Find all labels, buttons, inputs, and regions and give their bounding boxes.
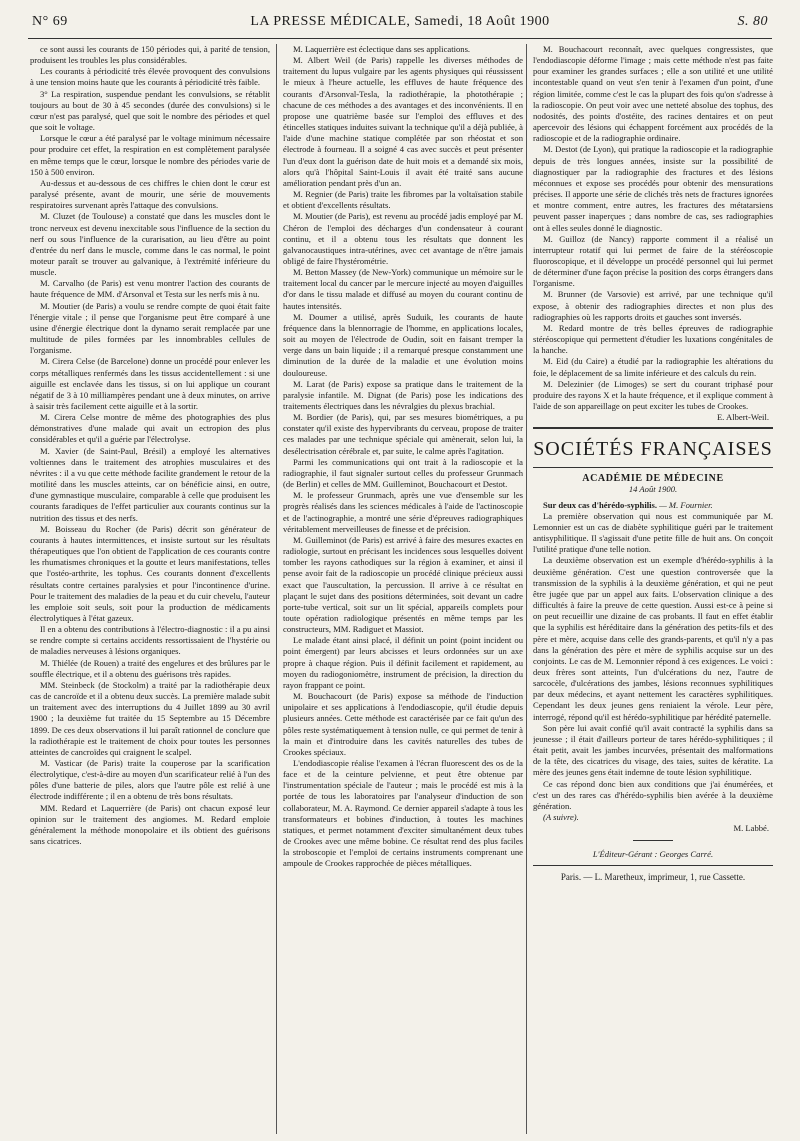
paragraph: M. Destot (de Lyon), qui pratique la radioscopie et la radiographie depuis de très longues années, insiste sur la possibilité de diagnostiquer par la radiographie des fractures et des lésions méconnues et expose ses procédés pour obtenir des mensurations précises. Il apporte une série de clichés très nets de fractures ignorées et montre comment, entre autres, les fractures des métatarsiens peuvent passer inaperçues ; dans nombre de cas, ses radiographies ont à elles seules donné le diagnostic. <box>533 144 773 233</box>
paragraph: M. Guilleminot (de Paris) est arrivé à faire des mesures exactes en radiologie, surtout en précisant les incidences sous lesquelles doivent tomber les rayons cathodiques sur la région à examiner, et ainsi il pense avoir fait de la radioscopie un procédé clinique précieux aussi exact que l'auscultation, la percussion. Il arrive à ce résultat en plaçant le sujet dans des positions déterminées, soit devant un cadre porte-tube vertical, soit sur un lit spécial, appareils complets pour toute opération radiologique présentés en même temps par les constructeurs, MM. Radiguet et Massiot. <box>283 534 523 635</box>
paragraph: M. Albert Weil (de Paris) rappelle les diverses méthodes de traitement du lupus vulgaire par les agents physiques qui réussissent le mieux à l'heure actuelle, les effluves de haute fréquence des courants d'Arsonval-Tesla, la radiothérapie, la photothérapie ; chacune de ces méthodes a des avantages et des inconvénients. Il en propose une quatrième basée sur l'emploi des effluves et des étincelles statiques induites suivant la technique qu'il a déjà publiée, à l'aide d'une machine statique complétée par son rhéostat et son électrode à fourneau. Il a soigné 4 cas avec succès et peut présenter l'un d'eux dont la guérison date de huit mois et a demandé six mois, alors qu'à l'hôpital Saint-Louis il avait été traité sans aucune amélioration pendant près d'un an. <box>283 55 523 188</box>
section-rule <box>533 467 773 468</box>
article-signature: M. Labbé. <box>733 823 769 834</box>
paragraph: La deuxième observation est un exemple d'hérédo-syphilis à la deuxième génération. C'est une question controversée que la transmission de la syphilis à la deuxième génération, et qui ne peut être jugée que par un appel aux faits. L'observation clinique a des difficultés à faire la preuve de cette question. Aussi est-ce à peine si on peut recueillir une dizaine de cas probants. Il faut en effet établir que la syphilis est héréditaire dans la génération des petits-fils et des père et mère, acquise dans celle des grands-parents, et qu'il n'y a pas dans la génération des père et mère de syphilis acquise sur un des conjoints. Le cas de M. Lemonnier répond à ces exigences. Le voici : deux frères sont atteints, l'un d'ulcérations du nez, l'autre de sarcocèle, d'ulcérations des jambes, lésions reconnues syphilitiques par deux médecins, et ayant nettement les caractères syphilitiques. Cependant les deux jeunes gens reniaient la vérole. Leur père, interrogé, répond qu'il est hérédo-syphilitique par hérédité paternelle. <box>533 555 773 722</box>
paragraph: M. Guilloz (de Nancy) rapporte comment il a réalisé un interrupteur rotatif qui lui permet de faire de la stéréoscopie fluoroscopique, et il développe un procédé personnel qui lui permet de déterminer d'une façon précise la position des corps étrangers dans l'organisme. <box>533 233 773 289</box>
column-right-body <box>533 44 773 412</box>
column-divider <box>526 44 527 1134</box>
paragraph: M. Eid (du Caire) a étudié par la radiographie les altérations du foie, le déplacement de sa limite inférieure et des calculs du rein. <box>533 356 773 378</box>
article-title: Sur deux cas d'hérédo-syphilis. <box>543 499 657 510</box>
paragraph: M. Moutier (de Paris), est revenu au procédé jadis employé par M. Chéron de l'emploi des décharges d'un condensateur à courant continu, et il a obtenu tous les résultats que donnent les galvanocaustiques intra-utérines, avec cet avantage de n'être jamais obligé de faire l'hystérométrie. <box>283 211 523 266</box>
paragraph: M. Betton Massey (de New-York) communique un mémoire sur le traitement local du cancer par le mercure injecté au moyen d'aiguilles d'or dans le tissu malade et diffusé au moyen du courant continu de hautes intensités. <box>283 267 523 311</box>
printer-line: Paris. — L. Maretheux, imprimeur, 1, rue Cassette. <box>560 872 746 883</box>
paragraph: M. Redard montre de très belles épreuves de radiographie stéréoscopique qui permettent d'étudier les luxations congénitales de la hanche. <box>533 322 773 356</box>
paragraph: M. Xavier (de Saint-Paul, Brésil) a employé les alternatives voltiennes dans le traitement des atrophies musculaires et des névrites : il a vu que cette méthode facilite grandement le retour de la motilité dans les muscles atteints, car on bénéficie ainsi, en outre, d'une gymnastique musculaire, comparable à celle que produisent les courants faradiques de l'effet particulier aux courants continus sur la nutrition des tissus et des nerfs. <box>30 445 270 523</box>
paragraph: M. Cirera Celse montre de même des photographies des plus démonstratives d'une malade qui avait un ectropion des plus considérables et qu'il a guérie par l'électrolyse. <box>30 412 270 445</box>
paragraph: M. Bouchacourt reconnaît, avec quelques congressistes, que l'endodiascopie déforme l'image ; mais cette méthode n'est pas faite pour examiner les grandes surfaces ; elle a son utilité et une utilité incontestable quand on veut s'en tenir à l'examen d'un point, d'une région limitée, comme c'est le cas la plupart des fois qu'on s'adresse à la radioscopie. On peut voir avec une netteté absolue des tophus, des nodosités, des points d'ostéite, des racines dentaires et on peut apercevoir des lésions qui échappent forcément aux procédés de la radioscopie et de la radiographie ordinaire. <box>533 44 773 144</box>
paragraph: Il en a obtenu des contributions à l'électro-diagnostic : il a pu ainsi se rendre compte si certains accidents ressortissaient de l'hystérie ou de maladies nerveuses à lésions organiques. <box>30 624 270 657</box>
paragraph: M. Thiélée (de Rouen) a traité des engelures et des brûlures par le souffle électrique, et il a obtenu des guérisons très rapides. <box>30 657 270 679</box>
paragraph: M. Cluzet (de Toulouse) a constaté que dans les muscles dont le tronc nerveux est devenu inexcitable sous l'influence de la section du nerf ou sous l'influence de la curarisation, au lieu d'être au point d'entrée du nerf dans le muscle, comme dans le cas normal, le point moteur paraît se trouver au galvanique, à l'extrémité inférieure du muscle. <box>30 211 270 278</box>
editor-line: L'Éditeur-Gérant : Georges Carré. <box>592 849 714 860</box>
paragraph: Les courants à périodicité très élevée provoquent des convulsions à une tension moins haute que les courants à périodicité très faible. <box>30 66 270 88</box>
column-middle <box>283 44 523 1134</box>
paragraph: ce sont aussi les courants de 150 périodes qui, à parité de tension, produisent les troubles les plus considérables. <box>30 44 270 66</box>
paragraph: Ce cas répond donc bien aux conditions que j'ai énumérées, et c'est un des rares cas d'hérédo-syphilis bien avérée à la deuxième génération. <box>533 778 773 811</box>
paragraph: Le malade étant ainsi placé, il définit un point (point incident ou point émergent) par leurs abcisses et leurs ordonnées sur un axe propre à chaque région. Puis il définit facilement et rapidement, au moyen du radiogoniomètre, instrument de précision, la direction du rayon frappant ce point. <box>283 635 523 690</box>
paragraph: M. Regnier (de Paris) traite les fibromes par la voltaïsation stabile et obtient d'excellents résultats. <box>283 189 523 211</box>
article-author: — M. Fournier. <box>659 499 713 510</box>
paragraph: M. Moutier (de Paris) a voulu se rendre compte de quoi était faite l'énergie vitale ; il pense que l'organisme peut être comparé à une usine d'énergie électrique dont la dynamo serait remplacée par une multitude de piles formées par les innombrables cellules de l'organisme. <box>30 300 270 356</box>
paragraph: Au-dessus et au-dessous de ces chiffres le chien dont le cœur est paralysé présente, avant de mourir, une série de mouvements respiratoires survenant après l'attaque des convulsions. <box>30 177 270 211</box>
paragraph: M. Doumer a utilisé, après Suduik, les courants de haute fréquence dans la blennorragie de l'homme, en applications locales, soit au moyen de l'électrode de Oudin, soit en faisant tremper la verge dans un bain liquide ; il a remarqué presque constamment une diminution de la durée de la maladie et une évolution moins douloureuse. <box>283 311 523 378</box>
section-rule <box>533 427 773 429</box>
paragraph: M. Boisseau du Rocher (de Paris) décrit son générateur de courants à hautes intermittences, et insiste surtout sur les résultats thérapeutiques que l'on obtient de l'application de ces courants contre les rhumatismes chroniques et la goutte et leurs manifestations, telles que l'ostéo-arthrite, les tophus. Ces courants donnent d'excellents résultats contre certaines paralysies et pour l'incontinence d'urine. Pour le traitement des maladies de la peau et du cuir chevelu, l'auteur les emploie soit seuls, soit pour la production de médicaments électrolytiques à l'état gazeux. <box>30 523 270 623</box>
paragraph: M. Vasticar (de Paris) traite la couperose par la scarification électrolytique, c'est-à-dire au moyen d'un scarificateur relié à l'un des pôles d'une batterie de piles, alors que l'autre pôle est relié à une électrode indifférente ; il en a obtenu de très bons résultats. <box>30 758 270 802</box>
paragraph: M. Delezinier (de Limoges) se sert du courant triphasé pour produire des rayons X et la haute fréquence, et il explique comment à l'aide de son appareillage on peut exciter les tubes de Crookes. <box>533 378 773 411</box>
column-divider <box>276 44 277 1134</box>
paragraph: MM. Steinbeck (de Stockolm) a traité par la radiothérapie deux cas de cancroïde et il a obtenu deux succès. La première malade subit un traitement avec des interruptions du 4 Juillet 1899 au 30 avril 1900 ; la deuxième fut traitée du 15 Septembre au 15 Décembre 1899. De ces deux observations il lui paraît rationnel de conclure que la radiothérapie est le traitement de choix pour toutes les personnes atteintes de cancroïdes qui craignent le scalpel. <box>30 679 270 757</box>
paragraph: La première observation qui nous est communiquée par M. Lemonnier est un cas de diabète syphilitique guéri par le traitement antisyphilitique. Il s'agissait d'une petite fille de huit ans. On conçoit l'utilité pratique d'une telle notion. <box>533 510 773 555</box>
column-right <box>533 44 773 1134</box>
paragraph: Son père lui avait confié qu'il avait contracté la syphilis dans sa jeunesse ; il était d'ailleurs porteur de tares hérédo-syphilitiques ; il était petit, avait les jambes incurvées, présentait des malformations de la tête, des cicatrices du visage, des taies, suites de kératite. La mère des jeunes gens était indemne de toute lésion syphilitique. <box>533 722 773 778</box>
article-heading <box>533 500 773 511</box>
page-header <box>32 14 768 36</box>
section-number: S. 80 <box>737 14 768 29</box>
section-heading: SOCIÉTÉS FRANÇAISES <box>533 438 773 461</box>
paragraph: M. Bordier (de Paris), qui, par ses mesures biométriques, a pu constater qu'il existe des hypervibrants du cerveau, propose de traiter ces malades par une technique spéciale qui amènerait, selon lui, la desélectrisation cérébrale et, par suite, le calme après l'agitation. <box>283 412 523 456</box>
paragraph: M. Brunner (de Varsovie) est arrivé, par une technique qu'il expose, à obtenir des radiographies directes et non plus des radiographies où les rapports droits et gauches sont inversés. <box>533 289 773 322</box>
paragraph: MM. Redard et Laquerrière (de Paris) ont chacun exposé leur opinion sur le traitement des angiomes. M. Redard emploie généralement la méthode monopolaire et ils obtient des guérisons sans cicatrices. <box>30 802 270 847</box>
paragraph: M. Larat (de Paris) expose sa pratique dans le traitement de la paralysie infantile. M. Dignat (de Paris) pose les indications des traitements électriques dans les névralgies du plexus brachial. <box>283 378 523 411</box>
column-left <box>30 44 270 1134</box>
paragraph: M. Cirera Celse (de Barcelone) donne un procédé pour enlever les corps métalliques renfermés dans les tissus accidentellement : si une aiguille est enclavée dans les tissus, si on lui applique un courant négatif de 3 à 10 milliampères pendant une à deux minutes, on arrive à saisir très facilement cette aiguille et à la sortir. <box>30 356 270 411</box>
to-be-continued: (A suivre). <box>543 812 579 822</box>
paragraph: M. Laquerrière est éclectique dans ses applications. <box>293 44 471 54</box>
paragraph: M. Carvalho (de Paris) est venu montrer l'action des courants de haute fréquence de MM. d'Arsonval et Testa sur les nerfs mis à nu. <box>30 278 270 300</box>
article-body <box>533 511 773 812</box>
journal-title: LA PRESSE MÉDICALE, Samedi, 18 Août 1900 <box>250 14 550 29</box>
paragraph: 3° La respiration, suspendue pendant les convulsions, se rétablit toujours au bout de 30 à 45 secondes (durée des convulsions) si le cœur n'est pas paralysé, quel que soit le nombre des périodes et quel que soit le voltage. <box>30 88 270 133</box>
paragraph: Lorsque le cœur a été paralysé par le voltage minimum nécessaire pour produire cet effet, la respiration en est complètement paralysée en même temps que le cœur, lorsque le nombre des périodes varie de 150 à 500 environ. <box>30 133 270 177</box>
footer-rule <box>533 865 773 866</box>
paragraph: L'endodiascopie réalise l'examen à l'écran fluorescent des os de la face et de la ceinture pelvienne, et peut être obtenue par l'instrumentation spéciale de l'auteur ; mais le procédé est mis à la portée de tous les laboratoires par l'analyseur d'induction de son collaborateur, M. A. Raymond. Ce dernier appareil s'adapte à tous les transformateurs et bobines d'induction, à toutes les machines statiques, et permet notamment d'exciter simultanément deux tubes de Crookes avec une même bobine. Ce résultat rend des plus faciles la stroboscopie et l'emploi de certains instruments comprenant une ampoule de Crookes rapprochée de pièces métalliques. <box>283 758 523 869</box>
signature: E. Albert-Weil. <box>716 412 769 423</box>
session-date: 14 Août 1900. <box>628 484 678 495</box>
paragraph: M. le professeur Grunmach, après une vue d'ensemble sur les progrès réalisés dans les sciences médicales à l'aide de l'actinoscopie et de l'actinographie, a montré une série d'épreuves radiographiques véritablement merveilleuses de finesse et de précision. <box>283 490 523 534</box>
academy-heading: ACADÉMIE DE MÉDECINE <box>582 473 724 485</box>
paragraph: M. Bouchacourt (de Paris) expose sa méthode de l'induction unipolaire et ses applications à l'endodiascopie, qu'il étudie depuis plusieurs années. Cette méthode est caractérisée par ce fait qu'un des pôles reste systématiquement à tension nulle, ce qui permet de tenir à la main et d'introduire dans les cavités naturelles des tubes de Crookes spéciaux. <box>283 691 523 757</box>
paragraph: Parmi les communications qui ont trait à la radioscopie et la radiographie, il faut signaler surtout celles du professeur Grunmach (de Berlin) et celles de MM. Guilleminot, Bouchacourt et Destot. <box>283 456 523 490</box>
short-rule <box>633 840 673 841</box>
header-rule <box>28 38 772 39</box>
issue-number: N° 69 <box>32 14 68 29</box>
